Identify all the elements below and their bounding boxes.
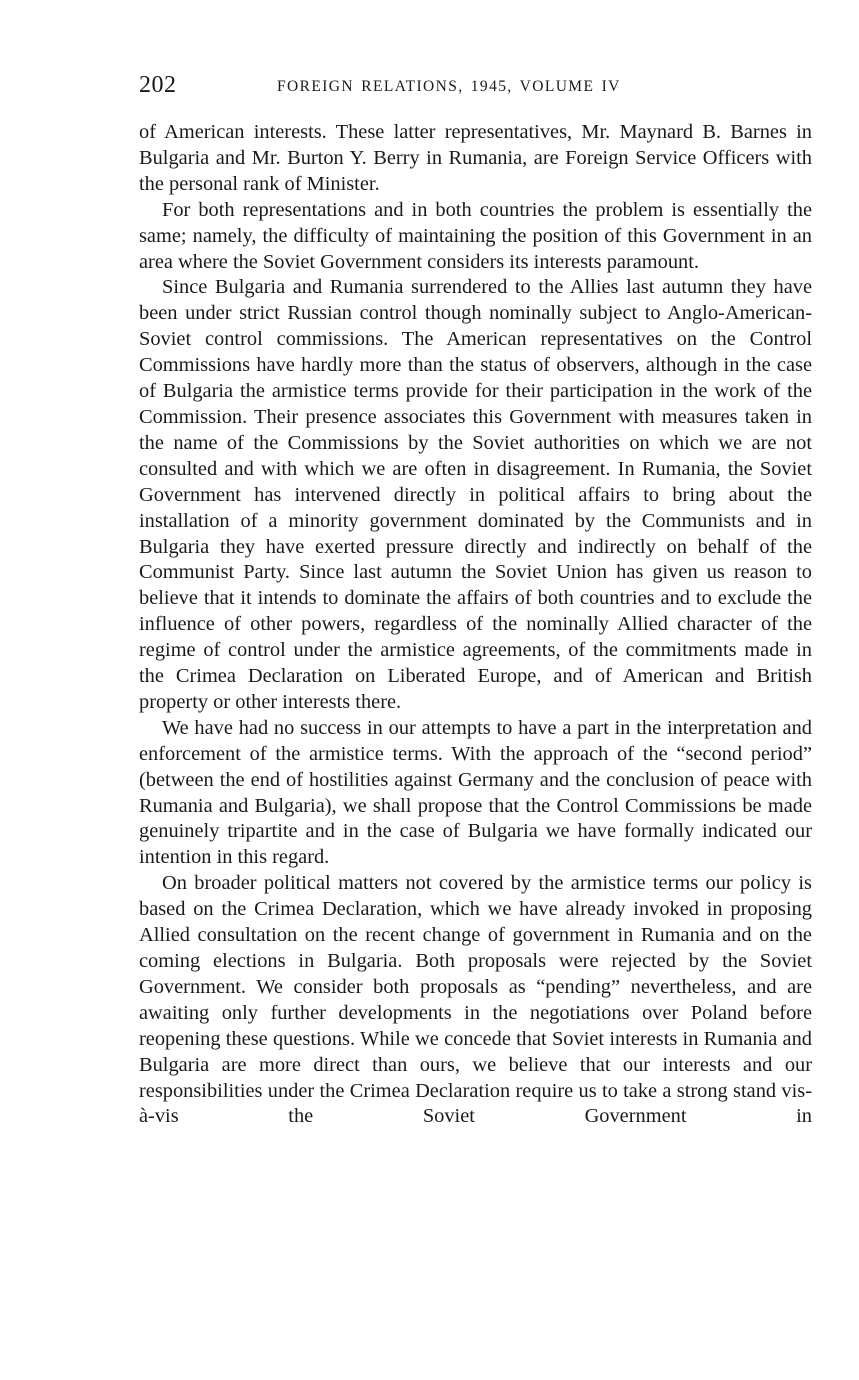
body-text (139, 120, 812, 1130)
paragraph-control-commissions: Since Bulgaria and Rumania surrendered to the Allies last autumn they have been under strict Russian control though nominally subject to Anglo-American-Soviet control commissions. The American representatives on the Control Commissions have hardly more than the status of observers, although in the case of Bulgaria the armistice terms provide for their participation in the work of the Commission. Their presence associates this Government with measures taken in the name of the Commissions by the Soviet authorities on which we are not consulted and with which we are often in disagreement. In Rumania, the Soviet Government has intervened directly in political affairs to bring about the installation of a minority government dominated by the Communists and in Bulgaria they have exerted pressure directly and indirectly on behalf of the Communist Party. Since last autumn the Soviet Union has given us reason to believe that it intends to dominate the affairs of both countries and to exclude the influence of other powers, regardless of the nominally Allied character of the regime of control under the armistice agreements, of the commitments made in the Crimea Declaration on Liberated Europe, and of American and British property or other interests there. (139, 276, 812, 713)
document-page (139, 72, 812, 1130)
paragraph-continuation: of American interests. These latter representatives, Mr. Maynard B. Barnes in Bulgaria and Mr. Burton Y. Berry in Rumania, are Foreign Service Officers with the personal rank of Minister. (139, 121, 812, 195)
page-number: 202 (139, 72, 177, 98)
paragraph-armistice-terms: We have had no success in our attempts to have a part in the interpretation and enforcement of the armistice terms. With the approach of the “second period” (between the end of hostilities against Germany and the conclusion of peace with Rumania and Bulgaria), we shall propose that the Control Commissions be made genuinely tripartite and in the case of Bulgaria we have formally indicated our intention in this regard. (139, 716, 812, 869)
paragraph-crimea-declaration: On broader political matters not covered by the armistice terms our policy is based on the Crimea Declaration, which we have already invoked in proposing Allied consultation on the recent change of government in Rumania and on the coming elections in Bulgaria. Both proposals were rejected by the Soviet Government. We consider both proposals as “pending” nevertheless, and are awaiting only further developments in the negotiations over Poland before reopening these questions. While we concede that Soviet interests in Rumania and Bulgaria are more direct than ours, we believe that our interests and our responsibilities under the Crimea Declaration require us to take a strong stand vis-à-vis the Soviet Government in (139, 872, 812, 1128)
page-header (139, 72, 812, 106)
paragraph-problem: For both representations and in both countries the problem is essentially the same; namely, the difficulty of maintaining the position of this Government in an area where the Soviet Government considers its interests paramount. (139, 198, 812, 273)
running-title: FOREIGN RELATIONS, 1945, VOLUME IV (277, 78, 621, 95)
